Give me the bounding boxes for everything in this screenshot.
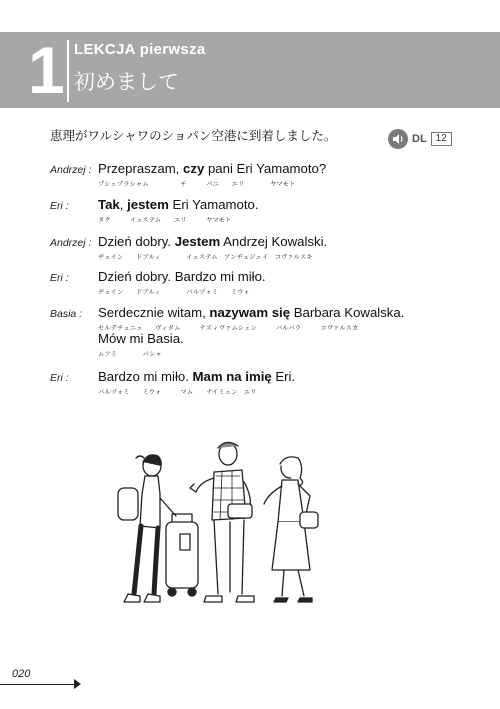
- audio-badge[interactable]: [388, 129, 452, 149]
- characters-illustration: [100, 436, 350, 611]
- dialogue-kana: タク イェステム エリ ヤマモト: [98, 217, 232, 224]
- speaker-label: Andrzej :: [50, 237, 92, 249]
- speaker-label: Eri :: [50, 372, 69, 384]
- dialogue-kana: バルヅォミ ミウォ マム ナイミェン エリ: [98, 389, 257, 396]
- eri-figure: [118, 455, 198, 602]
- lesson-label: LEKCJA pierwsza: [74, 41, 206, 58]
- intro-text: 恵理がワルシャワのショパン空港に到着しました。: [50, 128, 337, 143]
- speaker-label: Basia :: [50, 308, 83, 320]
- page-rule: [0, 684, 78, 685]
- dialogue-kana: ムフミ バシャ: [98, 351, 162, 358]
- andrzej-figure: [190, 442, 254, 602]
- audio-label: DL: [412, 133, 427, 145]
- dialogue-kana: セルデチュニェ ヴィタム ナズィヴァムシェン バルバラ コヴァルスカ: [98, 325, 359, 332]
- speaker-label: Eri :: [50, 272, 69, 284]
- dialogue-kana: プシェプラシャム チ パニ エリ ヤマモト: [98, 181, 296, 188]
- dialogue-line: Dzień dobry. Bardzo mi miło.: [98, 269, 266, 284]
- lesson-number: 1: [28, 33, 65, 107]
- dialogue-line: Bardzo mi miło. Mam na imię Eri.: [98, 369, 296, 384]
- arrow-right-icon: [74, 679, 81, 689]
- speaker-icon[interactable]: [388, 129, 408, 149]
- audio-track-number: 12: [431, 132, 452, 146]
- dialogue-line: Przepraszam, czy pani Eri Yamamoto?: [98, 161, 327, 176]
- lesson-title: 初めまして: [74, 70, 179, 94]
- dialogue-line: Mów mi Basia.: [98, 331, 184, 346]
- dialogue-line: Serdecznie witam, nazywam się Barbara Kowalska.: [98, 305, 405, 320]
- dialogue-kana: ヂェイン ドブルィ バルヅォミ ミウォ: [98, 289, 250, 296]
- dialogue-kana: ヂェイン ドブルィ イェステム アンヂュジェイ コヴァルスキ: [98, 254, 313, 261]
- page-number: 020: [12, 668, 31, 680]
- basia-figure: [264, 457, 318, 602]
- dialogue-line: Tak, jestem Eri Yamamoto.: [98, 197, 259, 212]
- banner-divider: [67, 40, 69, 102]
- dialogue-line: Dzień dobry. Jestem Andrzej Kowalski.: [98, 234, 328, 249]
- speaker-label: Andrzej :: [50, 164, 92, 176]
- speaker-label: Eri :: [50, 200, 69, 212]
